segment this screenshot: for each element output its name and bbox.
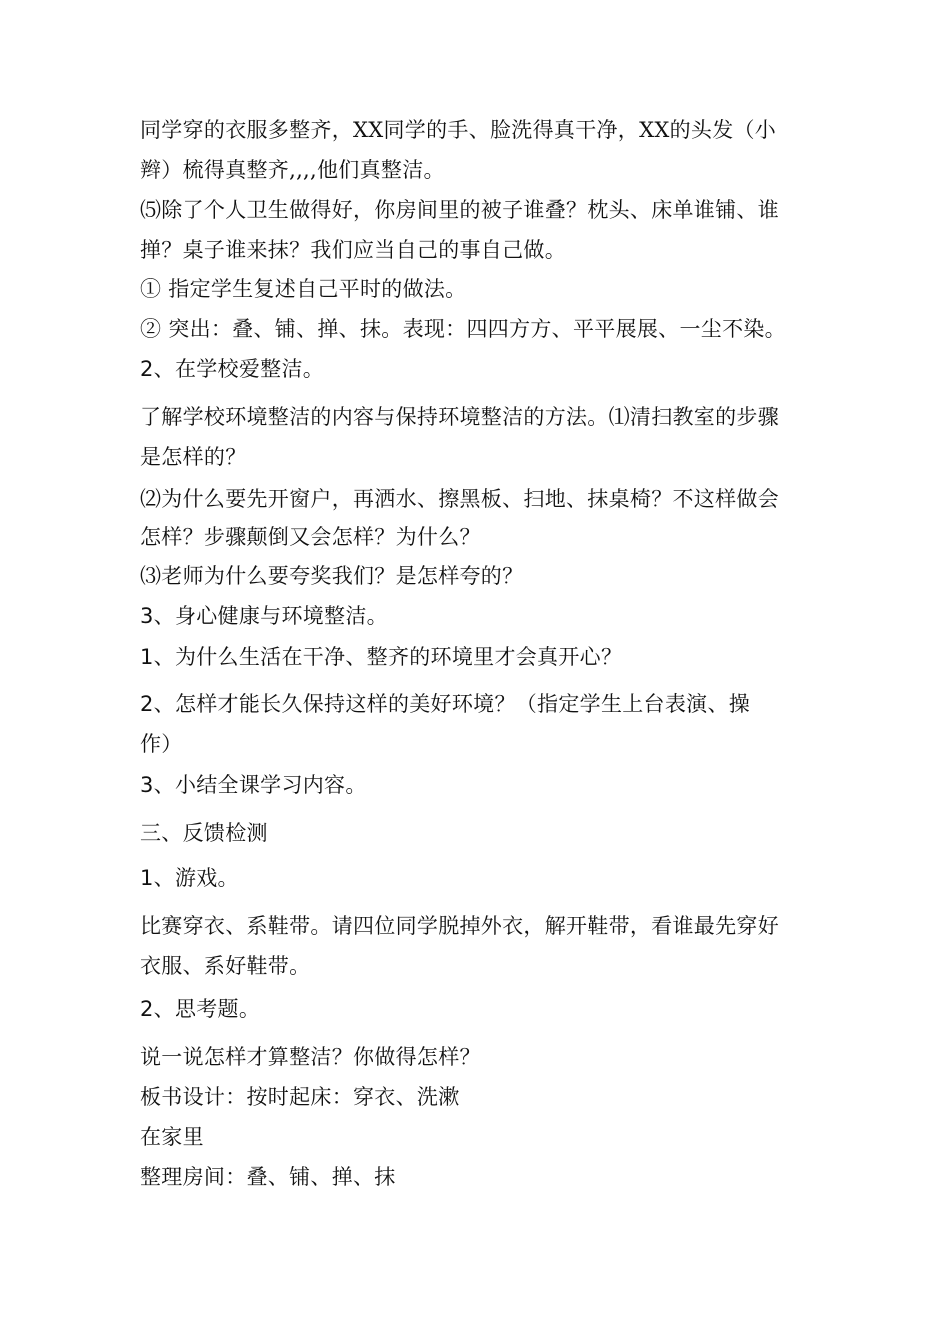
text-line: 2、怎样才能长久保持这样的美好环境？（指定学生上台表演、操 [140, 692, 751, 716]
text-line: 1、为什么生活在干净、整齐的环境里才会真开心？ [140, 645, 623, 669]
text-line: ⑵为什么要先开窗户，再洒水、擦黑板、扫地、抹桌椅？不这样做会 [140, 487, 779, 511]
text-line: 掸？桌子谁来抹？我们应当自己的事自己做。 [140, 238, 566, 262]
text-line: ⑶老师为什么要夸奖我们？是怎样夸的？ [140, 564, 524, 588]
text-line: 是怎样的？ [140, 445, 247, 469]
text-line: 板书设计：按时起床：穿衣、洗漱 [140, 1085, 460, 1109]
text-line: 衣服、系好鞋带。 [140, 954, 311, 978]
text-line: ⑸除了个人卫生做得好，你房间里的被子谁叠？枕头、床单谁铺、谁 [140, 198, 779, 222]
text-line: 比赛穿衣、系鞋带。请四位同学脱掉外衣，解开鞋带，看谁最先穿好 [140, 914, 779, 938]
text-line: 1、游戏。 [140, 866, 239, 890]
text-line: 作） [140, 732, 183, 756]
text-line: 说一说怎样才算整洁？你做得怎样？ [140, 1045, 481, 1069]
section-heading: 三、反馈检测 [140, 821, 268, 845]
text-line: 在家里 [140, 1125, 204, 1149]
text-line: ① 指定学生复述自己平时的做法。 [140, 277, 467, 301]
text-line: 了解学校环境整洁的内容与保持环境整洁的方法。⑴清扫教室的步骤 [140, 405, 779, 429]
text-line: ② 突出：叠、铺、掸、抹。表现：四四方方、平平展展、一尘不染。 [140, 317, 786, 341]
section-heading: 3、身心健康与环境整洁。 [140, 604, 388, 628]
text-line: 辫）梳得真整齐,,,,他们真整洁。 [140, 158, 445, 182]
text-line: 同学穿的衣服多整齐，XX同学的手、脸洗得真干净，XX的头发（小 [140, 118, 777, 142]
text-line: 整理房间：叠、铺、掸、抹 [140, 1165, 396, 1189]
text-line: 怎样？步骤颠倒又会怎样？为什么？ [140, 525, 481, 549]
section-heading: 2、在学校爱整洁。 [140, 357, 325, 381]
text-line: 2、思考题。 [140, 997, 261, 1021]
text-line: 3、小结全课学习内容。 [140, 773, 367, 797]
